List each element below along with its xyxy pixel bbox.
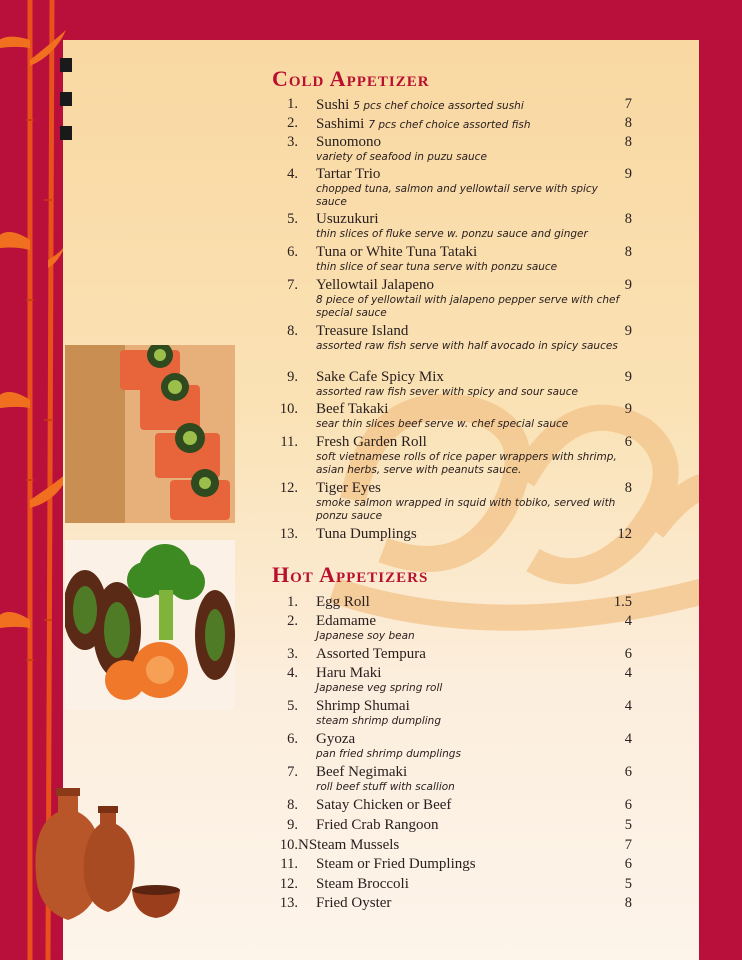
cold-appetizer-title: Cold Appetizer xyxy=(272,66,430,91)
item-price: 12 xyxy=(617,526,632,542)
item-number: 9. xyxy=(287,817,298,833)
menu-item xyxy=(272,401,632,434)
menu-item xyxy=(272,244,632,277)
item-description: thin slices of fluke serve w. ponzu sauce and ginger xyxy=(316,228,588,240)
item-number: 8. xyxy=(287,323,298,339)
item-description: Japanese veg spring roll xyxy=(316,682,443,694)
item-number: 2. xyxy=(287,613,298,629)
menu-item xyxy=(272,837,632,856)
sushi-photo xyxy=(65,345,235,523)
menu-item xyxy=(272,856,632,876)
item-description: assorted raw fish serve with half avocado in spicy sauces xyxy=(316,340,618,352)
item-number: 7. xyxy=(287,277,298,293)
item-number: 11. xyxy=(280,856,298,872)
item-number: 11. xyxy=(280,434,298,450)
item-price: 4 xyxy=(624,698,632,714)
menu-item xyxy=(272,797,632,817)
item-number: 6. xyxy=(287,244,298,260)
item-price: 6 xyxy=(624,797,632,813)
hot-appetizers-list xyxy=(272,594,632,915)
item-name: Egg Roll xyxy=(316,594,370,610)
item-price: 8 xyxy=(624,134,632,150)
item-name: Tartar Trio xyxy=(316,166,381,182)
item-description: 5 pcs chef choice assorted sushi xyxy=(353,100,524,112)
menu-item xyxy=(272,895,632,915)
item-description: thin slice of sear tuna serve with ponzu sauce xyxy=(316,261,558,273)
item-name: Beef Negimaki xyxy=(316,764,408,780)
item-number: 8. xyxy=(287,797,298,813)
menu-item xyxy=(272,96,632,115)
item-description: steam shrimp dumpling xyxy=(316,715,442,727)
menu-item xyxy=(272,369,632,401)
item-name: Steam or Fried Dumplings xyxy=(316,856,476,872)
item-price: 4 xyxy=(624,731,632,747)
menu-item xyxy=(272,480,632,526)
item-description: variety of seafood in puzu sauce xyxy=(316,151,487,163)
item-number: 4. xyxy=(287,665,298,681)
item-name: Fried Oyster xyxy=(316,895,392,911)
item-name: Tuna Dumplings xyxy=(316,526,417,542)
menu-item xyxy=(272,526,632,546)
item-name: Yellowtail Jalapeno xyxy=(316,277,435,293)
item-description: smoke salmon wrapped in squid with tobiko, served with ponzu sauce xyxy=(316,497,616,522)
item-price: 9 xyxy=(624,369,632,385)
item-number: 6. xyxy=(287,731,298,747)
item-price: 6 xyxy=(624,856,632,872)
menu-item xyxy=(272,646,632,665)
item-name: Sake Cafe Spicy Mix xyxy=(316,369,444,385)
menu-item xyxy=(272,613,632,646)
menu-item xyxy=(272,134,632,166)
item-price: 8 xyxy=(624,244,632,260)
menu-item xyxy=(272,665,632,698)
menu-item xyxy=(272,323,632,369)
item-name: Haru Maki xyxy=(316,665,382,681)
item-name: Fried Crab Rangoon xyxy=(316,817,439,833)
sake-jugs-illustration xyxy=(20,780,200,930)
item-number: 13. xyxy=(279,895,298,911)
item-name: NSteam Mussels xyxy=(298,837,400,853)
item-number: 3. xyxy=(287,646,298,662)
item-number: 7. xyxy=(287,764,298,780)
item-price: 7 xyxy=(624,837,632,853)
item-number: 5. xyxy=(287,698,298,714)
item-number: 13. xyxy=(279,526,298,542)
item-name: Sunomono xyxy=(316,134,382,150)
menu-item xyxy=(272,764,632,797)
negimaki-photo xyxy=(65,540,235,710)
item-name: Gyoza xyxy=(316,731,356,747)
item-price: 4 xyxy=(624,665,632,681)
item-name: Beef Takaki xyxy=(316,401,389,417)
item-price: 9 xyxy=(624,277,632,293)
item-name: Steam Broccoli xyxy=(316,876,409,892)
item-price: 9 xyxy=(624,401,632,417)
item-price: 8 xyxy=(624,895,632,911)
item-number: 12. xyxy=(279,876,298,892)
item-price: 7 xyxy=(624,96,632,112)
item-price: 9 xyxy=(624,323,632,339)
menu-item xyxy=(272,731,632,764)
item-name: Sushi xyxy=(316,97,350,113)
hot-appetizers-title: Hot Appetizers xyxy=(272,562,429,587)
item-name: Sashimi xyxy=(316,116,365,132)
item-description: soft vietnamese rolls of rice paper wrappers with shrimp, asian herbs, serve with peanuts sauce. xyxy=(316,451,617,476)
item-price: 6 xyxy=(624,434,632,450)
item-description: sear thin slices beef serve w. chef special sauce xyxy=(316,418,569,430)
item-name: Shrimp Shumai xyxy=(316,698,410,714)
item-price: 1.5 xyxy=(613,594,632,610)
menu-item xyxy=(272,698,632,731)
binder-tab xyxy=(60,58,72,72)
binder-tab xyxy=(60,92,72,106)
menu-item xyxy=(272,166,632,211)
item-price: 9 xyxy=(624,166,632,182)
binder-tab xyxy=(60,126,72,140)
menu-item xyxy=(272,434,632,480)
item-name: Satay Chicken or Beef xyxy=(316,797,452,813)
item-description: Japanese soy bean xyxy=(316,630,415,642)
item-name: Edamame xyxy=(316,613,376,629)
menu-item xyxy=(272,277,632,323)
item-name: Tiger Eyes xyxy=(316,480,381,496)
item-name: Treasure Island xyxy=(316,323,409,339)
item-price: 5 xyxy=(624,817,632,833)
menu-item xyxy=(272,594,632,613)
cold-appetizer-list xyxy=(272,96,632,546)
binder-tabs xyxy=(60,58,72,160)
item-number: 4. xyxy=(287,166,298,182)
item-number: 2. xyxy=(287,115,298,131)
item-number: 1. xyxy=(287,96,298,112)
item-description: pan fried shrimp dumplings xyxy=(316,748,461,760)
item-price: 8 xyxy=(624,115,632,131)
item-price: 6 xyxy=(624,646,632,662)
menu-item xyxy=(272,115,632,134)
item-number: 10. xyxy=(279,401,298,417)
item-price: 8 xyxy=(624,211,632,227)
item-price: 4 xyxy=(624,613,632,629)
item-price: 5 xyxy=(624,876,632,892)
menu-item xyxy=(272,211,632,244)
item-description: 7 pcs chef choice assorted fish xyxy=(368,119,531,131)
item-description: chopped tuna, salmon and yellowtail serve with spicy sauce xyxy=(316,183,598,208)
item-number: 1. xyxy=(287,594,298,610)
menu-item xyxy=(272,876,632,895)
item-name: Usuzukuri xyxy=(316,211,379,227)
item-number: 3. xyxy=(287,134,298,150)
item-name: Fresh Garden Roll xyxy=(316,434,427,450)
item-description: roll beef stuff with scallion xyxy=(316,781,455,793)
item-price: 6 xyxy=(624,764,632,780)
item-number: 9. xyxy=(287,369,298,385)
item-price: 8 xyxy=(624,480,632,496)
item-description: assorted raw fish sever with spicy and sour sauce xyxy=(316,386,578,398)
item-number: 12. xyxy=(279,480,298,496)
item-name: Tuna or White Tuna Tataki xyxy=(316,244,478,260)
item-number: 5. xyxy=(287,211,298,227)
menu-item xyxy=(272,817,632,837)
item-name: Assorted Tempura xyxy=(316,646,426,662)
item-number: 10. xyxy=(279,837,298,853)
item-description: 8 piece of yellowtail with jalapeno pepper serve with chef special sauce xyxy=(316,294,620,319)
